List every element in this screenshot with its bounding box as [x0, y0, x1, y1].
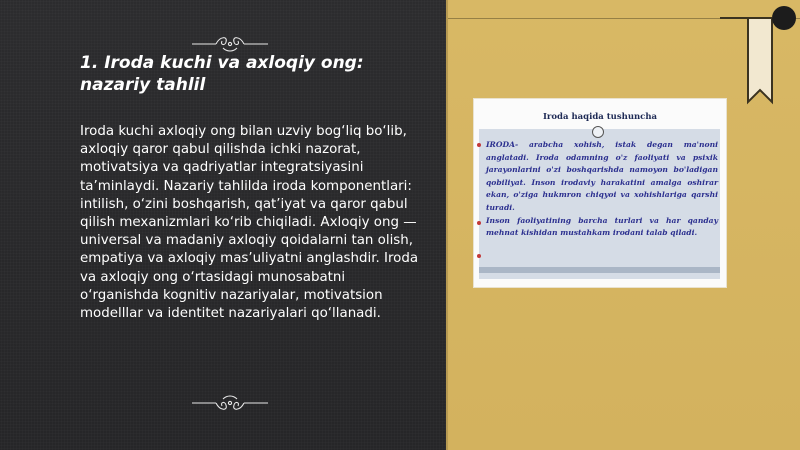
card-heading: Iroda haqida tushuncha	[542, 112, 658, 122]
card-text-block	[486, 139, 718, 240]
bookmark-ribbon-icon	[718, 0, 800, 110]
bullet-icon	[477, 254, 481, 258]
card-paragraph: IRODA- arabcha xohish, istak degan ma'noni anglatadi. Iroda odamning o'z faoliyati va psixik jarayonlarini o'zi boshqarishda namoyon bo'ladigan qobiliyat. Inson irodaviy harakatini amalga oshirar ekan, o'ziga hukmron chiqyoi va xohishlariga qarshi turadi.	[486, 140, 718, 212]
circle-icon	[592, 126, 604, 138]
card-paragraph: Inson faoliyatining barcha turlari va har qanday mehnat kishidan mustahkam irodani talab qiladi.	[486, 215, 718, 238]
bullet-icon	[477, 143, 481, 147]
slide-body-text: Iroda kuchi axloqiy ong bilan uzviy bog‘liq bo‘lib, axloqiy qaror qabul qilishda ichki nazorat, motivatsiya va qadriyatlar integratsiyasini ta’minlaydi. Nazariy tahlilda iroda komponentlari: intilish, o‘zini boshqarish, qat’iyat va qaror qabul qilish mexanizmlari ko‘rib chiqiladi. Axloqiy ong — universal va madaniy axloqiy qoidalarni tan olish, empatiya va axloqiy mas’uliyatni anglashdir. Iroda va axloqiy ong o‘rtasidagi munosabatni o‘rganishda kognitiv nazariyalar, motivatsion modelllar va identitet nazariyalari qo‘llanadi.	[80, 124, 419, 322]
bullet-icon	[477, 221, 481, 225]
flourish-ornament-icon	[190, 392, 270, 414]
slide-title: 1. Iroda kuchi va axloqiy ong: nazariy tahlil	[80, 53, 364, 95]
card-bottom-band	[479, 267, 720, 273]
embedded-image-card	[474, 99, 726, 287]
